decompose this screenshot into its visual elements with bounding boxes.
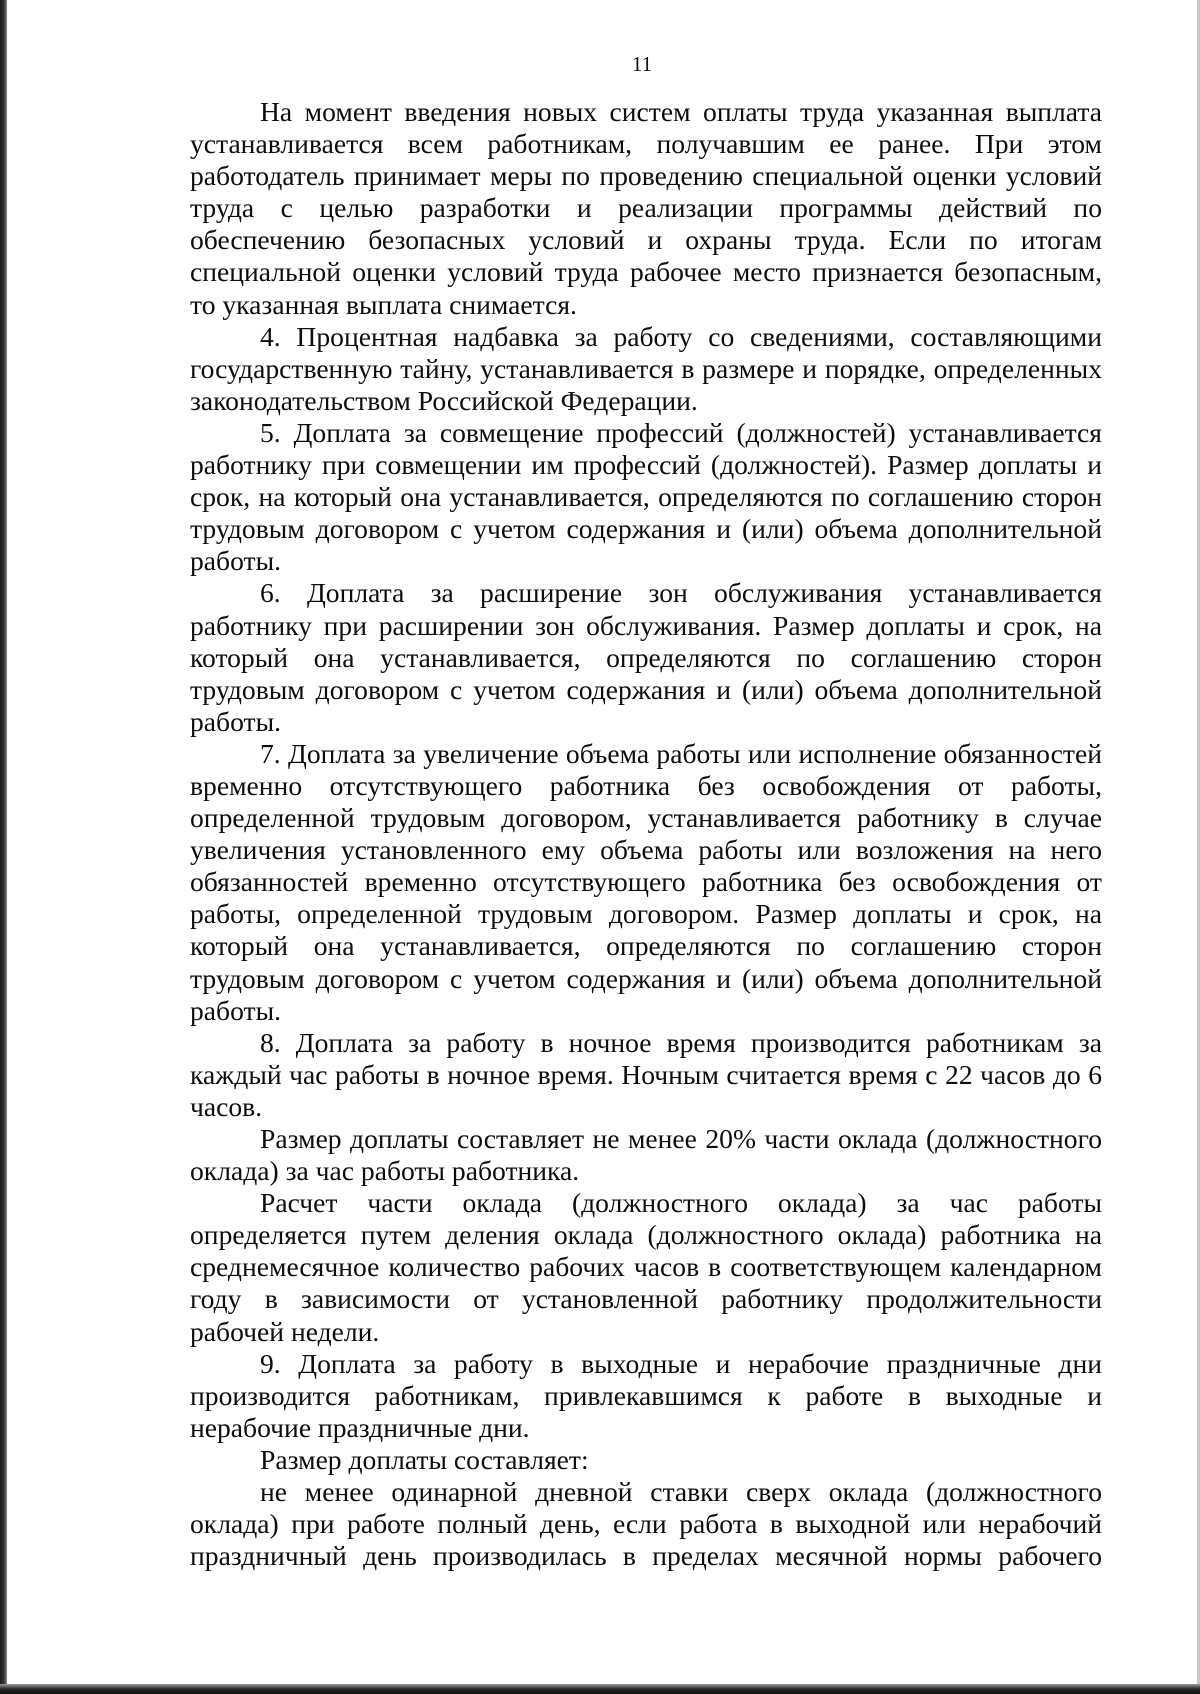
page-number: 11 — [631, 52, 653, 76]
scan-border-left — [0, 0, 7, 1694]
paragraph-holiday-rate-full-day: не менее одинарной дневной ставки сверх оклада (должностного оклада) при работе полный день, если работа в выходной или нерабочий праздничный день производилась в пределах месячной нормы рабочего — [190, 1476, 1102, 1572]
document-body — [190, 96, 1102, 1572]
paragraph-item-4-state-secret: 4. Процентная надбавка за работу со сведениями, составляющими государственную тайну, устанавливается в размере и порядке, определенных законодательством Российской Федерации. — [190, 320, 1102, 416]
paragraph-item-9-holiday-work: 9. Доплата за работу в выходные и нерабочие праздничные дни производится работникам, привлекавшимся к работе в выходные и нерабочие праздничные дни. — [190, 1347, 1102, 1443]
paragraph-item-6-service-zones: 6. Доплата за расширение зон обслуживания устанавливается работнику при расширении зон обслуживания. Размер доплаты и срок, на который она устанавливается, определяются по соглашению сторон трудовым договором с учетом содержания и (или) объема дополнительной работы. — [190, 577, 1102, 737]
paragraph-hourly-calculation: Расчет части оклада (должностного оклада) за час работы определяется путем деления оклада (должностного оклада) работника на среднемесячное количество рабочих часов в соответствующем календарном году в зависимости от установленной работнику продолжительности рабочей недели. — [190, 1187, 1102, 1347]
scan-border-bottom — [0, 1684, 1200, 1694]
paragraph-item-8-night-work: 8. Доплата за работу в ночное время производится работникам за каждый час работы в ночное время. Ночным считается время с 22 часов до 6 часов. — [190, 1026, 1102, 1122]
paragraph-safety-payment: На момент введения новых систем оплаты труда указанная выплата устанавливается всем работникам, получавшим ее ранее. При этом работодатель принимает меры по проведению специальной оценки условий труда с целью разработки и реализации программы действий по обеспечению безопасных условий и охраны труда. Если по итогам специальной оценки условий труда рабочее место признается безопасным, то указанная выплата снимается. — [190, 96, 1102, 320]
paragraph-item-7-work-volume: 7. Доплата за увеличение объема работы или исполнение обязанностей временно отсутствующего работника без освобождения от работы, определенной трудовым договором, устанавливается работнику в случае увеличения установленного ему объема работы или возложения на него обязанностей временно отсутствующего работника без освобождения от работы, определенной трудовым договором. Размер доплаты и срок, на который она устанавливается, определяются по соглашению сторон трудовым договором с учетом содержания и (или) объема дополнительной работы. — [190, 737, 1102, 1026]
paragraph-holiday-rate-intro: Размер доплаты составляет: — [260, 1443, 589, 1475]
paragraph-item-5-combining-professions: 5. Доплата за совмещение профессий (должностей) устанавливается работнику при совмещении им профессий (должностей). Размер доплаты и срок, на который она устанавливается, определяются по соглашению сторон трудовым договором с учетом содержания и (или) объема дополнительной работы. — [190, 416, 1102, 577]
paragraph-night-rate: Размер доплаты составляет не менее 20% части оклада (должностного оклада) за час работы работника. — [190, 1123, 1102, 1187]
